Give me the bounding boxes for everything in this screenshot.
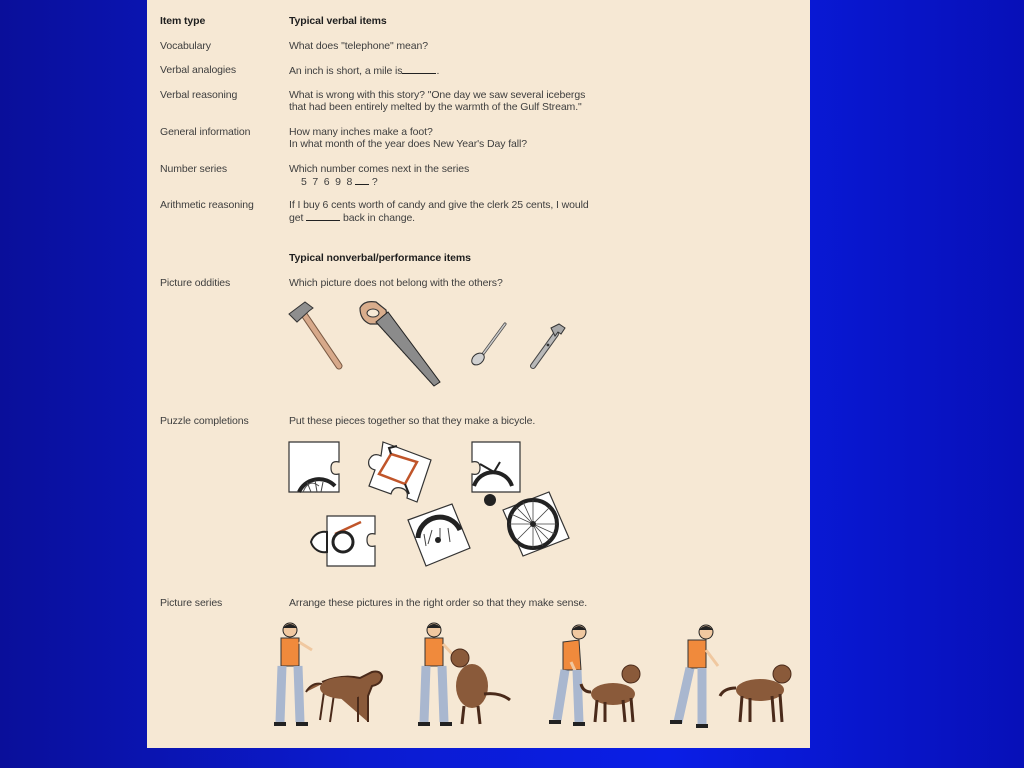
boy-with-dog: [272, 620, 392, 732]
bicycle-puzzle-piece: [404, 500, 476, 570]
item-text: get back in change.: [289, 212, 416, 224]
item-text: How many inches make a foot?: [289, 126, 433, 138]
bicycle-puzzle-piece: [307, 512, 379, 570]
bicycle-puzzle-piece: [497, 488, 575, 564]
boy-with-dog: [535, 622, 645, 732]
item-type-label: Picture series: [160, 597, 223, 609]
item-text: In what month of the year does New Year's Day fall?: [289, 138, 527, 150]
item-type-label: Arithmetic reasoning: [160, 199, 254, 211]
hammer-icon: [287, 298, 347, 373]
item-text: What is wrong with this story? "One day we saw several icebergs: [289, 89, 586, 101]
item-type-label: Verbal reasoning: [160, 89, 238, 101]
item-text: An inch is short, a mile is .: [289, 65, 440, 77]
number-series: 5 7 6 9 8 ?: [301, 176, 378, 188]
item-text: Which number comes next in the series: [289, 163, 470, 175]
item-type-label: General information: [160, 126, 251, 138]
wrench-icon: [525, 322, 570, 374]
item-text: What does "telephone" mean?: [289, 40, 429, 52]
boy-with-dog: [662, 622, 797, 732]
item-type-header: Item type: [160, 15, 206, 27]
item-text: Arrange these pictures in the right order so that they make sense.: [289, 597, 588, 609]
item-type-label: Picture oddities: [160, 277, 231, 289]
item-text: Which picture does not belong with the others?: [289, 277, 503, 289]
item-text: Put these pieces together so that they make a bicycle.: [289, 415, 536, 427]
item-type-label: Verbal analogies: [160, 64, 237, 76]
item-type-label: Vocabulary: [160, 40, 211, 52]
item-text: If I buy 6 cents worth of candy and give the clerk 25 cents, I would: [289, 199, 589, 211]
spoon-icon: [467, 320, 512, 370]
worksheet-panel: [147, 0, 810, 748]
bicycle-puzzle-piece: [289, 442, 341, 507]
item-type-label: Puzzle completions: [160, 415, 249, 427]
verbal-header: Typical verbal items: [289, 15, 387, 27]
item-text: that had been entirely melted by the warmth of the Gulf Stream.": [289, 101, 582, 113]
boy-with-dog: [414, 620, 524, 732]
saw-icon: [354, 298, 444, 390]
nonverbal-header: Typical nonverbal/performance items: [289, 252, 471, 264]
item-type-label: Number series: [160, 163, 227, 175]
